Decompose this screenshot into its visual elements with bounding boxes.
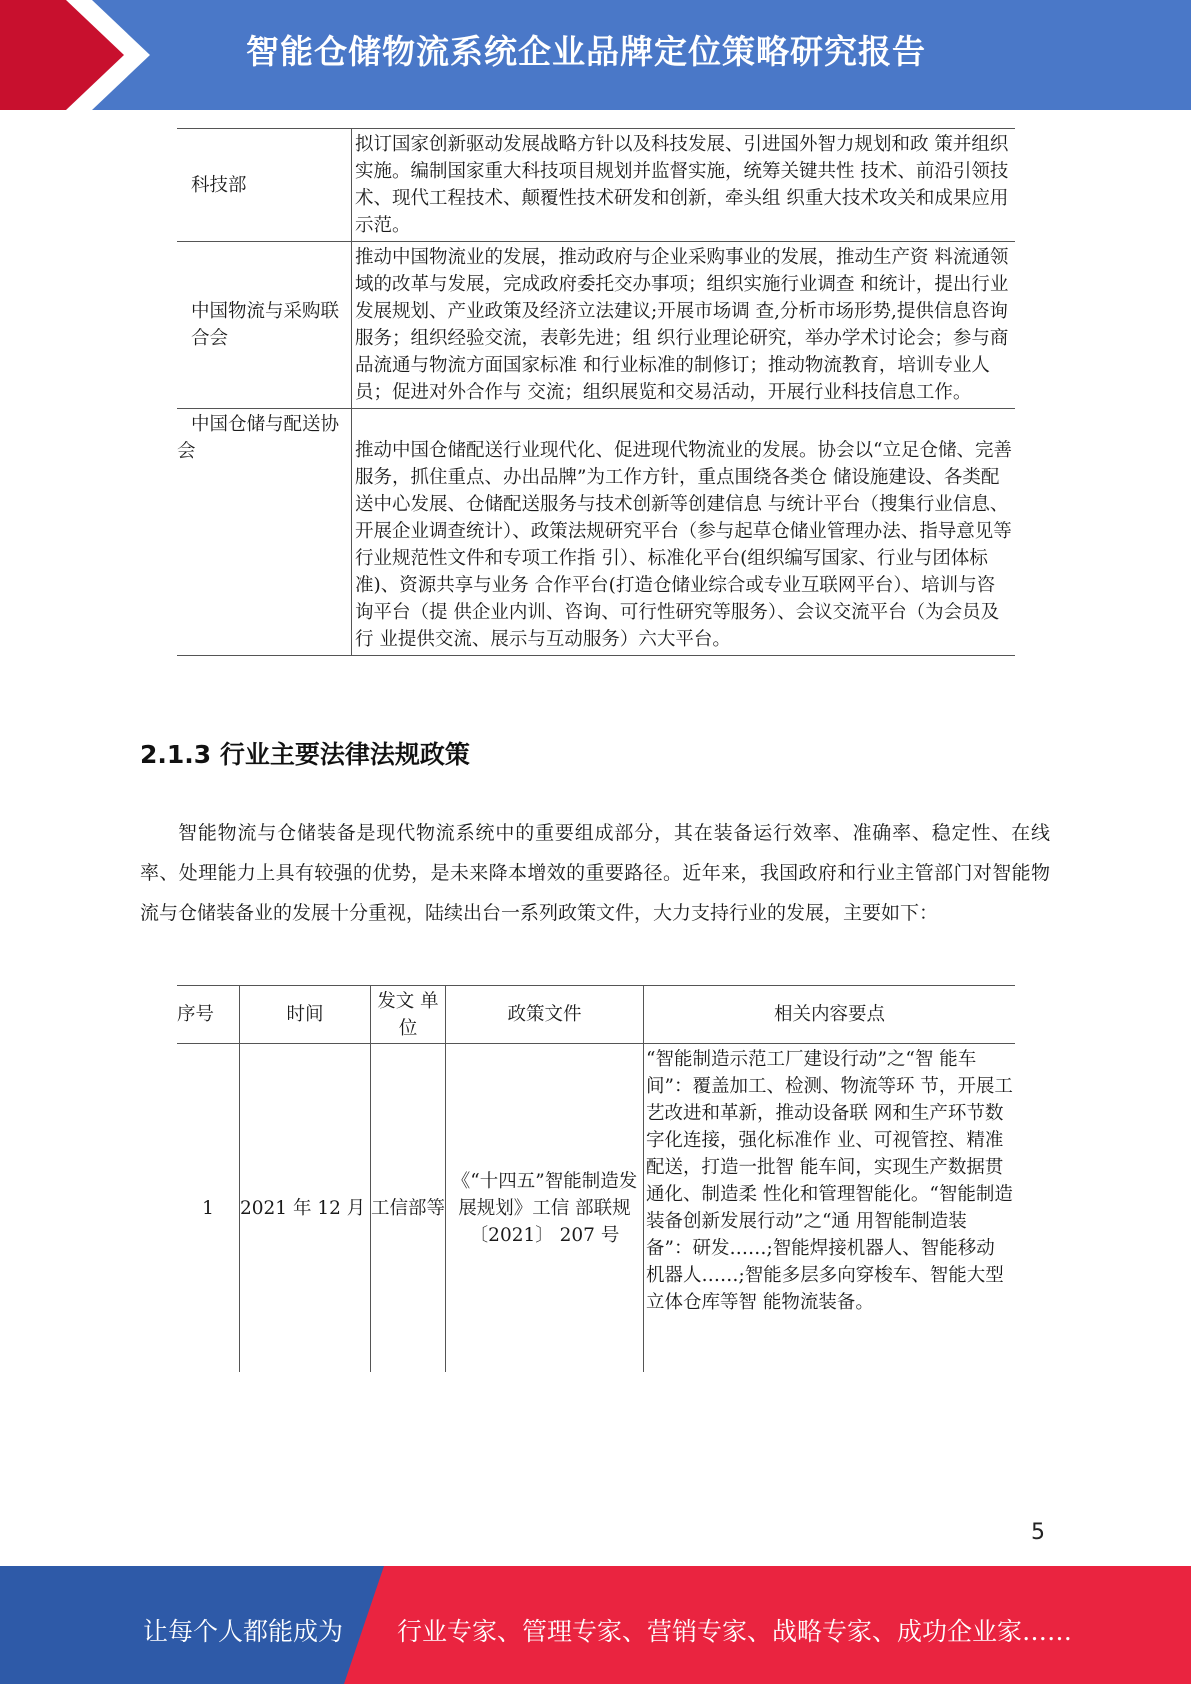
policy-time-cell: 2021 年 12 月	[240, 1044, 371, 1373]
org-name-cell: 中国物流与采购联合会	[177, 242, 352, 409]
org-description-cell: 拟订国家创新驱动发展战略方针以及科技发展、引进国外智力规划和政 策并组织实施。编制国家重大科技项目规划并监督实施，统筹关键共性 技术、前沿引领技术、现代工程技术、颠覆性技术研发和创新，牵头组 织重大技术攻关和成果应用示范。	[352, 129, 1016, 242]
policy-issuer-cell: 工信部等	[371, 1044, 446, 1373]
footer-slogan-left: 让每个人都能成为	[143, 1617, 344, 1646]
policy-document-cell: 《“十四五”智能制造发展规划》工信 部联规〔2021〕 207 号	[446, 1044, 644, 1373]
column-header-time: 时间	[240, 986, 371, 1044]
table-header-row	[177, 986, 1015, 1044]
column-header-content: 相关内容要点	[644, 986, 1016, 1044]
page-footer	[0, 1566, 1191, 1684]
page-number: 5	[1031, 1520, 1045, 1545]
table-row	[177, 242, 1015, 409]
footer-slogan-right: 行业专家、管理专家、营销专家、战略专家、成功企业家……	[397, 1617, 1073, 1646]
table-row	[177, 1044, 1015, 1373]
body-paragraph: 智能物流与仓储装备是现代物流系统中的重要组成部分，其在装备运行效率、准确率、稳定性、在线率、处理能力上具有较强的优势，是未来降本增效的重要路径。近年来，我国政府和行业主管部门对智能物流与仓储装备业的发展十分重视，陆续出台一系列政策文件，大力支持行业的发展，主要如下：	[140, 822, 1050, 924]
policy-content-cell: “智能制造示范工厂建设行动”之“智 能车间”：覆盖加工、检测、物流等环 节，开展工艺改进和革新，推动设备联 网和生产环节数字化连接，强化标准作 业、可视管控、精准配送，打造一批智 能车间，实现生产数据贯通化、制造柔 性化和管理智能化。“智能制造装备创新发展行动”之“通 用智能制造装备”：研发……;智能焊接机器人、智能移动机器人……;智能多层多向穿梭车、智能大型立体仓库等智 能物流装备。	[646, 1049, 1013, 1313]
column-header-document: 政策文件	[446, 986, 644, 1044]
table-row	[177, 409, 1015, 656]
section-heading: 2.1.3 行业主要法律法规政策	[140, 740, 470, 769]
page-header	[0, 0, 1191, 110]
organization-table	[177, 128, 1015, 656]
report-title: 智能仓储物流系统企业品牌定位策略研究报告	[246, 32, 926, 71]
org-name-text: 中国仓储与配送协会	[177, 414, 340, 462]
table-row	[177, 129, 1015, 242]
policy-no-cell: 1	[177, 1044, 240, 1373]
org-description-cell: 推动中国物流业的发展，推动政府与企业采购事业的发展，推动生产资 料流通领域的改革与发展，完成政府委托交办事项；组织实施行业调查 和统计，提出行业发展规划、产业政策及经济立法建议;开展市场调 查,分析市场形势,提供信息咨询服务；组织经验交流，表彰先进；组 织行业理论研究，举办学术讨论会；参与商品流通与物流方面国家标准 和行业标准的制修订；推动物流教育，培训专业人员；促进对外合作与 交流；组织展览和交易活动，开展行业科技信息工作。	[352, 242, 1016, 409]
policy-table	[177, 985, 1015, 1372]
org-name-cell	[177, 409, 352, 656]
org-description-cell: 推动中国仓储配送行业现代化、促进现代物流业的发展。协会以“立足仓储、完善服务，抓住重点、办出品牌”为工作方针，重点围绕各类仓 储设施建设、各类配送中心发展、仓储配送服务与技术创新等创建信息 与统计平台（搜集行业信息、开展企业调查统计）、政策法规研究平台（参与起草仓储业管理办法、指导意见等行业规范性文件和专项工作指 引）、标准化平台(组织编写国家、行业与团体标准)、资源共享与业务 合作平台(打造仓储业综合或专业互联网平台）、培训与咨询平台（提 供企业内训、咨询、可行性研究等服务）、会议交流平台（为会员及行 业提供交流、展示与互动服务）六大平台。	[352, 409, 1016, 656]
column-header-issuer: 发文 单位	[371, 986, 446, 1044]
column-header-no: 序号	[177, 986, 240, 1044]
org-name-cell: 科技部	[177, 129, 352, 242]
